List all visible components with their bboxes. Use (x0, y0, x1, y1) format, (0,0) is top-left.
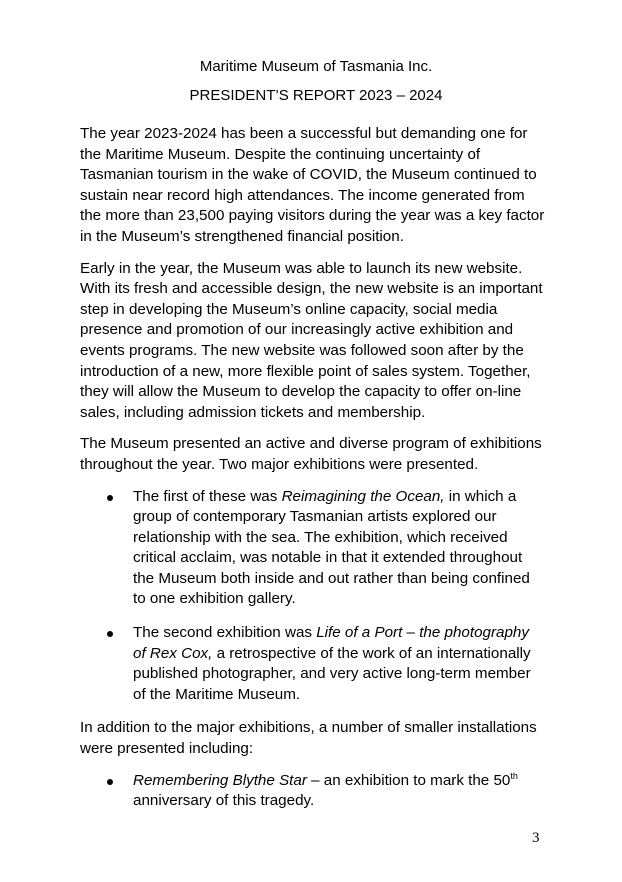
bullet-icon (107, 495, 113, 501)
list-item (80, 487, 545, 611)
paragraph-exhibitions: The Museum presented an active and diverse program of exhibitions throughout the year. Two major exhibitions were presented. (80, 435, 542, 473)
exhibition-title: Life of a Port – the photography of Rex Cox, (133, 624, 529, 662)
installation-title: Remembering Blythe Star (133, 771, 307, 789)
bullet-icon (107, 631, 113, 637)
exhibition-title: Reimagining the Ocean, (281, 487, 445, 505)
list-item (80, 623, 545, 705)
list-item-text-before: The first of these was (133, 487, 282, 505)
list-item-text-after: in which a group of contemporary Tasmanian artists explored our relationship with the sea. The exhibition, which received critical acclaim, was notable in that it extended throughout the Museum both inside and out rather than being confined to one exhibition gallery. (133, 487, 530, 608)
report-title: PRESIDENT’S REPORT 2023 – 2024 (189, 87, 443, 104)
paragraph-attendance: The year 2023-2024 has been a successful but demanding one for the Maritime Museum. Despite the continuing uncertainty of Tasmanian tourism in the wake of COVID, the Museum continued to sustain near record high attendances. The income generated from the more than 23,500 paying visitors during the year was a key factor in the Museum’s strengthened financial position. (80, 125, 545, 245)
page-number: 3 (532, 830, 540, 846)
paragraph-website: Early in the year, the Museum was able to launch its new website. With its fresh and accessible design, the new website is an important step in developing the Museum’s online capacity, social media presence and promotion of our increasingly active exhibition and events programs. The new website was followed soon after by the introduction of a new, more flexible point of sales system. Together, they will allow the Museum to develop the capacity to offer on-line sales, including admission tickets and membership. (80, 259, 543, 421)
paragraph-installations: In addition to the major exhibitions, a number of smaller installations were presented including: (80, 719, 537, 758)
ordinal-suffix: th (510, 770, 518, 781)
list-item-text-after: anniversary of this tragedy. (133, 792, 315, 810)
smaller-installations-list (80, 771, 545, 812)
list-item-text-before: The second exhibition was (133, 624, 317, 642)
list-item (80, 771, 545, 812)
list-item-text: – an exhibition to mark the 50 (306, 771, 511, 789)
major-exhibitions-list (80, 487, 545, 706)
organisation-title: Maritime Museum of Tasmania Inc. (199, 58, 433, 75)
report-body (80, 124, 545, 825)
list-item-text-after: a retrospective of the work of an internationally published photographer, and very active long-term member of the Maritime Museum. (133, 644, 531, 703)
bullet-icon (107, 779, 113, 785)
